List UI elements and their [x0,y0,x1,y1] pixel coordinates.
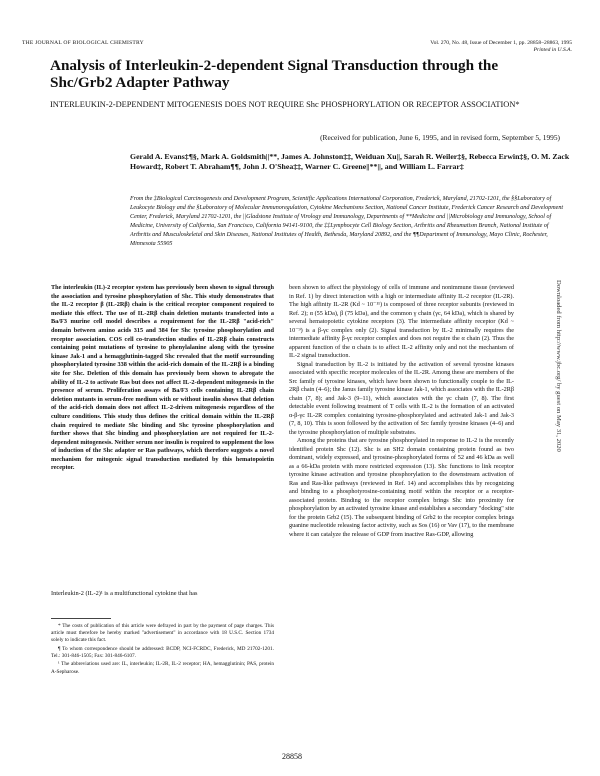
intro-paragraph: Interleukin-2 (IL-2)¹ is a multifunctional cytokine that has [51,590,198,597]
download-note: Downloaded from http://www.jbc.org/ by guest on May 31, 2020 [555,280,562,452]
printed-line: Printed in U.S.A. [533,46,572,53]
author-list: Gerald A. Evans‡¶§, Mark A. Goldsmith||**, James A. Johnston‡‡, Weiduan Xu||, Sarah R. Weiler‡§, Rebecca Erwin‡§, O. M. Zack Howard‡, Robert T. Abraham¶¶, John J. O'Shea‡‡, Warner C. Greene||**||, and William L. Farrar‡ [130,152,570,172]
volume-line: Vol. 270, No. 48, Issue of December 1, pp. 28858–28863, 1995 [430,40,572,46]
issue-info [430,40,572,53]
journal-name: THE JOURNAL OF BIOLOGICAL CHEMISTRY [22,40,144,46]
abstract: The interleukin (IL)-2 receptor system has previously been shown to signal through the association and tyrosine phosphorylation of Shc. This study demonstrates that the IL-2 receptor β (IL-2Rβ) chain is the critical receptor component required to mediate this effect. The use of IL-2Rβ chain deletion mutants transfected into a Ba/F3 murine cell model describes a requirement for the IL-2Rβ "acid-rich" domain between amino acids 315 and 384 for Shc tyrosine phosphorylation and receptor association. COS cell co-transfection studies of IL-2Rβ chain constructs containing point mutations of tyrosine to phenylalanine along with the tyrosine kinase Jak-1 and a hemagglutinin-tagged Shc revealed that the motif surrounding phosphorylated tyrosine 338 within the acid-rich domain of the IL-2Rβ is a binding site for Shc. Deletion of this domain has previously been shown to abrogate the ability of IL-2 to activate Ras but does not affect IL-2-dependent mitogenesis in the presence of serum. Proliferation assays of Ba/F3 cells containing IL-2Rβ chain deletion mutants in serum-free medium with or without insulin shows that deletion of the acid-rich domain does not affect IL-2-driven mitogenesis regardless of the culture conditions. This study thus defines the critical domain within the IL-2Rβ chain required to mediate Shc binding and Shc tyrosine phosphorylation and further shows that Shc binding and phosphorylation are not required for IL-2-dependent mitogenesis. Neither serum nor insulin is required to supplement the loss of induction of the Shc adapter or Ras pathways, which therefore suggests a novel mechanism for mitogenic signal transduction mediated by this hematopoietin receptor. [51,284,274,472]
affiliations: From the ‡Biological Carcinogenesis and Development Program, Scientific Applications International Corporation, Frederick, Maryland, 21702-1201, the §§Laboratory of Leukocyte Biology and the §Laboratory of Molecular Immunoregulation, Cytokine Mechanisms Section, National Cancer Institute, Frederick Cancer Research and Development Center, Frederick, Maryland 21702-1201, the ||Gladstone Institute of Virology and Immunology, Departments of **Medicine and ||Microbiology and Immunology, School of Medicine, University of California, San Francisco, California 94141-9100, the ‡‡Lymphocyte Cell Biology Section, Arthritis and Rheumatism Branch, National Institute of Arthritis and Musculoskeletal and Skin Diseases, National Institutes of Health, Bethesda, Maryland 20892, and the ¶¶Department of Immunology, Mayo Clinic, Rochester, Minnesota 55905 [130,196,564,247]
body-paragraph: Signal transduction by IL-2 is initiated by the activation of several tyrosine kinases associated with specific receptor molecules of the IL-2R. Among these are members of the Src family of tyrosine kinases, which have been shown to functionally couple to the IL-2Rβ chain (4–6); the Janus family tyrosine kinase Jak-1, which associates with the IL-2Rβ chain (7, 8); and Jak-3 (9–11), which associates with the γc chain (7, 8). The first detectable event following treatment of T cells with IL-2 is the formation of an activated α-β-γc IL-2R complex containing tyrosine-phosphorylated and activated Jak-1 and Jak-3 (7, 8, 10). This is soon followed by the activation of Src family tyrosine kinases (4–6) and the tyrosine phosphorylation of multiple substrates. [289,360,514,436]
article-subtitle: INTERLEUKIN-2-DEPENDENT MITOGENESIS DOES NOT REQUIRE Shc PHOSPHORYLATION OR RECEPTOR ASSOCIATION* [50,100,520,109]
footnote-costs: * The costs of publication of this article were defrayed in part by the payment of page charges. This article must therefore be hereby marked "advertisement" in accordance with 18 U.S.C. Section 1734 solely to indicate this fact. [51,623,274,644]
right-column-body [289,284,514,539]
footnotes [51,623,274,677]
footnote-abbreviations: ¹ The abbreviations used are: IL, interleukin; IL-2R, IL-2 receptor; HA, hemagglutinin; PAS, protein A-Sepharose. [51,661,274,675]
page-number: 28858 [282,752,302,761]
received-dates: (Received for publication, June 6, 1995, and in revised form, September 5, 1995) [320,133,560,142]
footnote-correspondence: ¶ To whom correspondence should be addressed: BCDP, NCI-FCRDC, Frederick, MD 21702-1201. Tel.: 301-846-1505; Fax: 301-846-6107. [51,645,274,659]
body-paragraph: been shown to affect the physiology of cells of immune and nonimmune tissue (reviewed in Ref. 1) by direct interaction with a high or intermediate affinity IL-2 receptor (IL-2R). The high affinity IL-2R (Kd ~ 10⁻¹¹) is composed of three receptor subunits (reviewed in Ref. 2); α (55 kDa), β (75 kDa), and the common γ chain (γc, 64 kDa), which is shared by several hematopoietic cytokine receptors (3). The intermediate affinity receptor (Kd ~ 10⁻⁹) is a β-γc complex only (2). Signal transduction by IL-2 minimally requires the intermediate affinity β-γc receptor complex and does not require the α chain (2). Thus the apparent function of the α chain is to affect IL-2 affinity only and not the mechanism of IL-2 signal transduction. [289,284,514,359]
download-watermark [555,280,569,540]
body-paragraph: Among the proteins that are tyrosine phosphorylated in response to IL-2 is the recently identified protein Shc (12). Shc is an SH2 domain containing protein found as two dominant, widely expressed, and tyrosine-phosphorylated forms of 52 and 46 kDa as well as a 66-kDa protein with more restricted expression (13). Shc functions to link receptor tyrosine kinase activation and tyrosine phosphorylation to the downstream activation of Ras and Ras-like pathways (reviewed in Ref. 14) and accomplishes this by recognizing and binding to a phosphotyrosine-containing motif within the receptor or a receptor-associated protein. Binding to the receptor complex brings Shc into proximity for phosphorylation by an activated tyrosine kinase and establishes a secondary "docking" site for the protein Grb2 (15). The subsequent binding of Grb2 to the receptor complex brings guanine nucleotide releasing factor activity, such as Sos (16) or Vav (17), to the membrane where it can catalyze the release of GDP from inactive Ras-GDP, allowing [289,437,514,538]
footnote-divider [51,618,111,619]
article-title: Analysis of Interleukin-2-dependent Signal Transduction through the Shc/Grb2 Adapter Pathway [50,57,499,91]
